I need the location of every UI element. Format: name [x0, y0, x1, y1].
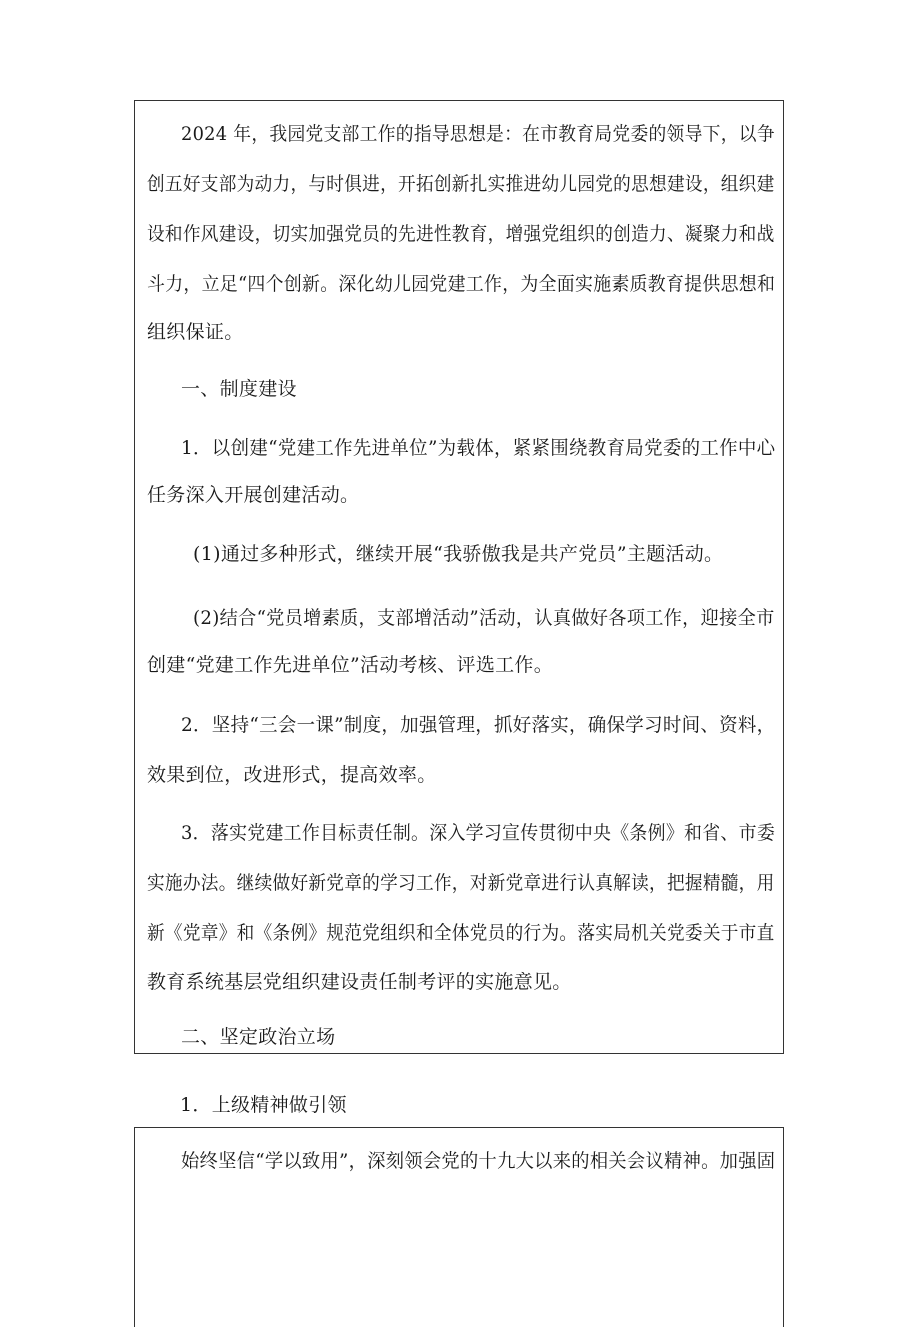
- section-heading-2: 二、坚定政治立场: [181, 1026, 336, 1048]
- content-frame-2: [134, 1127, 784, 1327]
- intro-line-3: 设和作风建设，切实加强党员的先进性教育，增强党组织的创造力、凝聚力和战: [147, 223, 775, 245]
- item-2-line-2: 效果到位，改进形式，提高效率。: [147, 764, 437, 786]
- sub-item-2-line-1: (2)结合“党员增素质，支部增活动”活动，认真做好各项工作，迎接全市: [193, 607, 775, 629]
- section-heading-1: 一、制度建设: [181, 378, 297, 400]
- intro-line-2: 创五好支部为动力，与时俱进，开拓创新扎实推进幼儿园党的思想建设，组织建: [147, 173, 775, 195]
- intro-line-1: 2024 年，我园党支部工作的指导思想是：在市教育局党委的领导下，以争: [181, 123, 775, 145]
- item-3-line-3: 新《党章》和《条例》规范党组织和全体党员的行为。落实局机关党委关于市直: [147, 922, 775, 944]
- item-1-line-1: 1．以创建“党建工作先进单位”为载体，紧紧围绕教育局党委的工作中心: [181, 437, 776, 459]
- frame-2-line-1: 始终坚信“学以致用”，深刻领会党的十九大以来的相关会议精神。加强固: [181, 1150, 776, 1172]
- item-3-line-1: 3．落实党建工作目标责任制。深入学习宣传贯彻中央《条例》和省、市委: [181, 822, 776, 844]
- intro-line-5: 组织保证。: [147, 321, 244, 343]
- sub-item-2-line-2: 创建“党建工作先进单位”活动考核、评选工作。: [147, 654, 554, 676]
- sub-item-1: (1)通过多种形式，继续开展“我骄傲我是共产党员”主题活动。: [193, 543, 724, 565]
- item-1-line-2: 任务深入开展创建活动。: [147, 484, 360, 506]
- item-2-line-1: 2．坚持“三会一课”制度，加强管理，抓好落实，确保学习时间、资料，: [181, 714, 776, 736]
- item-3-line-2: 实施办法。继续做好新党章的学习工作，对新党章进行认真解读，把握精髓，用: [147, 872, 775, 894]
- intro-line-4: 斗力，立足“四个创新。深化幼儿园党建工作，为全面实施素质教育提供思想和: [147, 273, 776, 295]
- sub-heading-1: 1．上级精神做引领: [180, 1094, 347, 1116]
- content-frame-1: [134, 100, 784, 1054]
- item-3-line-4: 教育系统基层党组织建设责任制考评的实施意见。: [147, 971, 572, 993]
